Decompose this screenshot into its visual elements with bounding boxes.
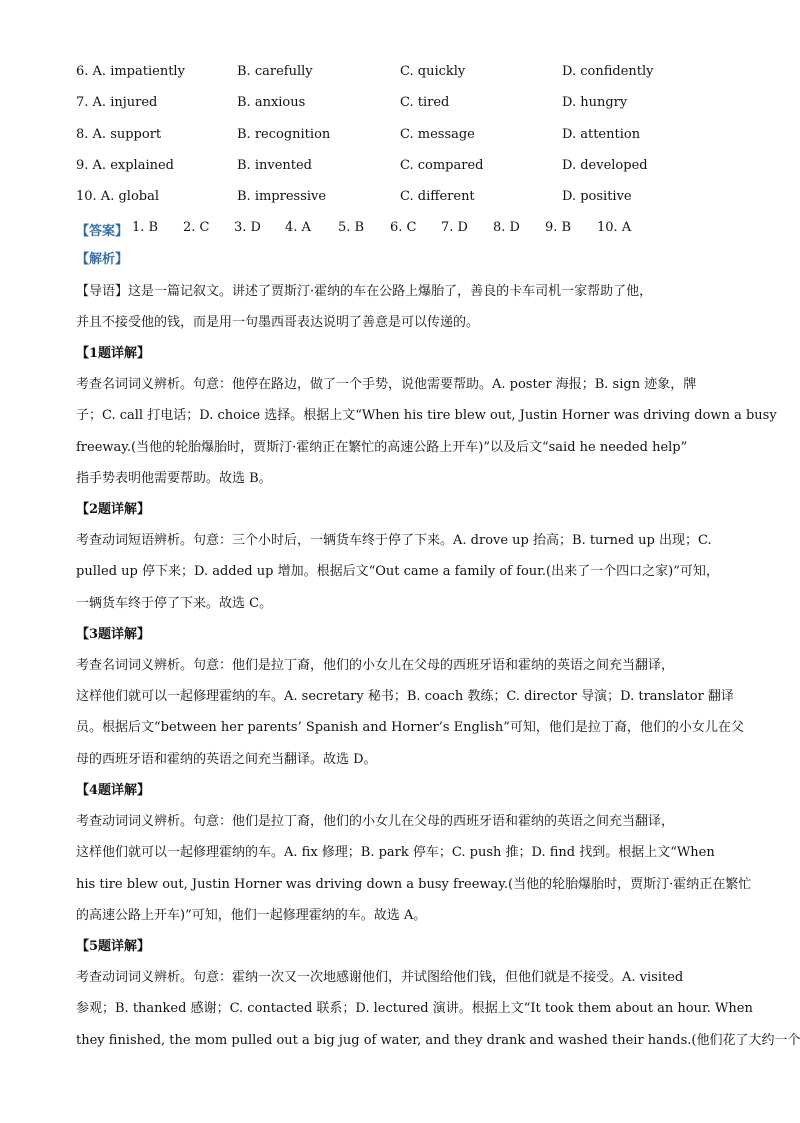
option-b: B. anxious	[237, 95, 306, 110]
answer-item: 1. B	[132, 220, 159, 235]
option-c: C. different	[400, 189, 475, 204]
section-heading: 【1题详解】	[76, 346, 151, 361]
section-heading: 【3题详解】	[76, 627, 151, 642]
option-a: 9. A. explained	[76, 158, 174, 173]
option-d: D. hungry	[562, 95, 628, 110]
option-b: B. carefully	[237, 64, 313, 79]
option-a: 7. A. injured	[76, 95, 158, 110]
answer-item: 9. B	[545, 220, 572, 235]
option-c: C. quickly	[400, 64, 466, 79]
option-row-8	[76, 127, 726, 145]
option-a: 10. A. global	[76, 189, 159, 204]
answer-item: 3. D	[234, 220, 261, 235]
option-row-10	[76, 189, 726, 207]
intro-line: 【导语】这是一篇记叙文。讲述了贾斯汀·霍纳的车在公路上爆胎了，善良的卡车司机一家帮助了他，	[76, 284, 653, 299]
option-b: B. recognition	[237, 127, 331, 142]
option-d: D. positive	[562, 189, 632, 204]
option-c: C. message	[400, 127, 475, 142]
text-line: 指手势表明他需要帮助。故选 B。	[76, 471, 272, 486]
section-heading: 【4题详解】	[76, 783, 151, 798]
answer-item: 2. C	[183, 220, 210, 235]
answer-item: 4. A	[285, 220, 311, 235]
intro-line: 并且不接受他的钱，而是用一句墨西哥表达说明了善意是可以传递的。	[76, 315, 480, 330]
text-line: 员。根据后文“between her parents’ Spanish and Horner’s English”可知，他们是拉丁裔，他们的小女儿在父	[76, 720, 744, 735]
section-heading: 【5题详解】	[76, 939, 151, 954]
analysis-label: 【解析】	[76, 252, 129, 267]
option-d: D. developed	[562, 158, 648, 173]
option-row-7	[76, 95, 726, 113]
text-line: 考查动词词义辨析。句意：他们是拉丁裔，他们的小女儿在父母的西班牙语和霍纳的英语之间充当翻译，	[76, 814, 675, 829]
answer-item: 6. C	[390, 220, 417, 235]
answer-label: 【答案】	[76, 224, 129, 239]
option-b: B. impressive	[237, 189, 327, 204]
section-heading: 【2题详解】	[76, 502, 151, 517]
answer-key-row	[76, 220, 726, 238]
text-line: 考查名词词义辨析。句意：他们是拉丁裔，他们的小女儿在父母的西班牙语和霍纳的英语之间充当翻译，	[76, 658, 675, 673]
text-line: 的高速公路上开车)”可知，他们一起修理霍纳的车。故选 A。	[76, 908, 427, 923]
answer-item: 8. D	[493, 220, 520, 235]
option-row-6	[76, 64, 726, 82]
text-line: freeway.(当他的轮胎爆胎时，贾斯汀·霍纳正在繁忙的高速公路上开车)”以及后文“said he needed help”	[76, 440, 688, 455]
text-line: 考查名词词义辨析。句意：他停在路边，做了一个手势，说他需要帮助。A. poster 海报；B. sign 迹象，牌	[76, 377, 697, 392]
answer-item: 5. B	[338, 220, 365, 235]
text-line: 参观；B. thanked 感谢；C. contacted 联系；D. lectured 演讲。根据上文“It took them about an hour. When	[76, 1001, 753, 1016]
text-line: they finished, the mom pulled out a big jug of water, and they drank and washed their hands.(他们花了大约一个	[76, 1033, 800, 1048]
text-line: 子；C. call 打电话；D. choice 选择。根据上文“When his tire blew out, Justin Horner was driving down a busy	[76, 408, 777, 423]
option-d: D. attention	[562, 127, 641, 142]
text-line: his tire blew out, Justin Horner was driving down a busy freeway.(当他的轮胎爆胎时，贾斯汀·霍纳正在繁忙	[76, 877, 752, 892]
text-line: 母的西班牙语和霍纳的英语之间充当翻译。故选 D。	[76, 752, 377, 767]
text-line: 一辆货车终于停了下来。故选 C。	[76, 596, 273, 611]
option-c: C. compared	[400, 158, 484, 173]
text-line: 这样他们就可以一起修理霍纳的车。A. fix 修理；B. park 停车；C. push 推；D. find 找到。根据上文“When	[76, 845, 715, 860]
option-d: D. confidently	[562, 64, 654, 79]
option-c: C. tired	[400, 95, 450, 110]
text-line: 考查动词词义辨析。句意：霍纳一次又一次地感谢他们，并试图给他们钱，但他们就是不接受。A. visited	[76, 970, 684, 985]
text-line: 考查动词短语辨析。句意：三个小时后，一辆货车终于停了下来。A. drove up 抬高；B. turned up 出现；C.	[76, 533, 712, 548]
option-b: B. invented	[237, 158, 312, 173]
option-row-9	[76, 158, 726, 176]
option-a: 8. A. support	[76, 127, 162, 142]
answer-item: 10. A	[597, 220, 632, 235]
text-line: pulled up 停下来；D. added up 增加。根据后文“Out came a family of four.(出来了一个四口之家)”可知，	[76, 564, 719, 579]
text-line: 这样他们就可以一起修理霍纳的车。A. secretary 秘书；B. coach 教练；C. director 导演；D. translator 翻译	[76, 689, 734, 704]
option-a: 6. A. impatiently	[76, 64, 185, 79]
answer-item: 7. D	[441, 220, 468, 235]
